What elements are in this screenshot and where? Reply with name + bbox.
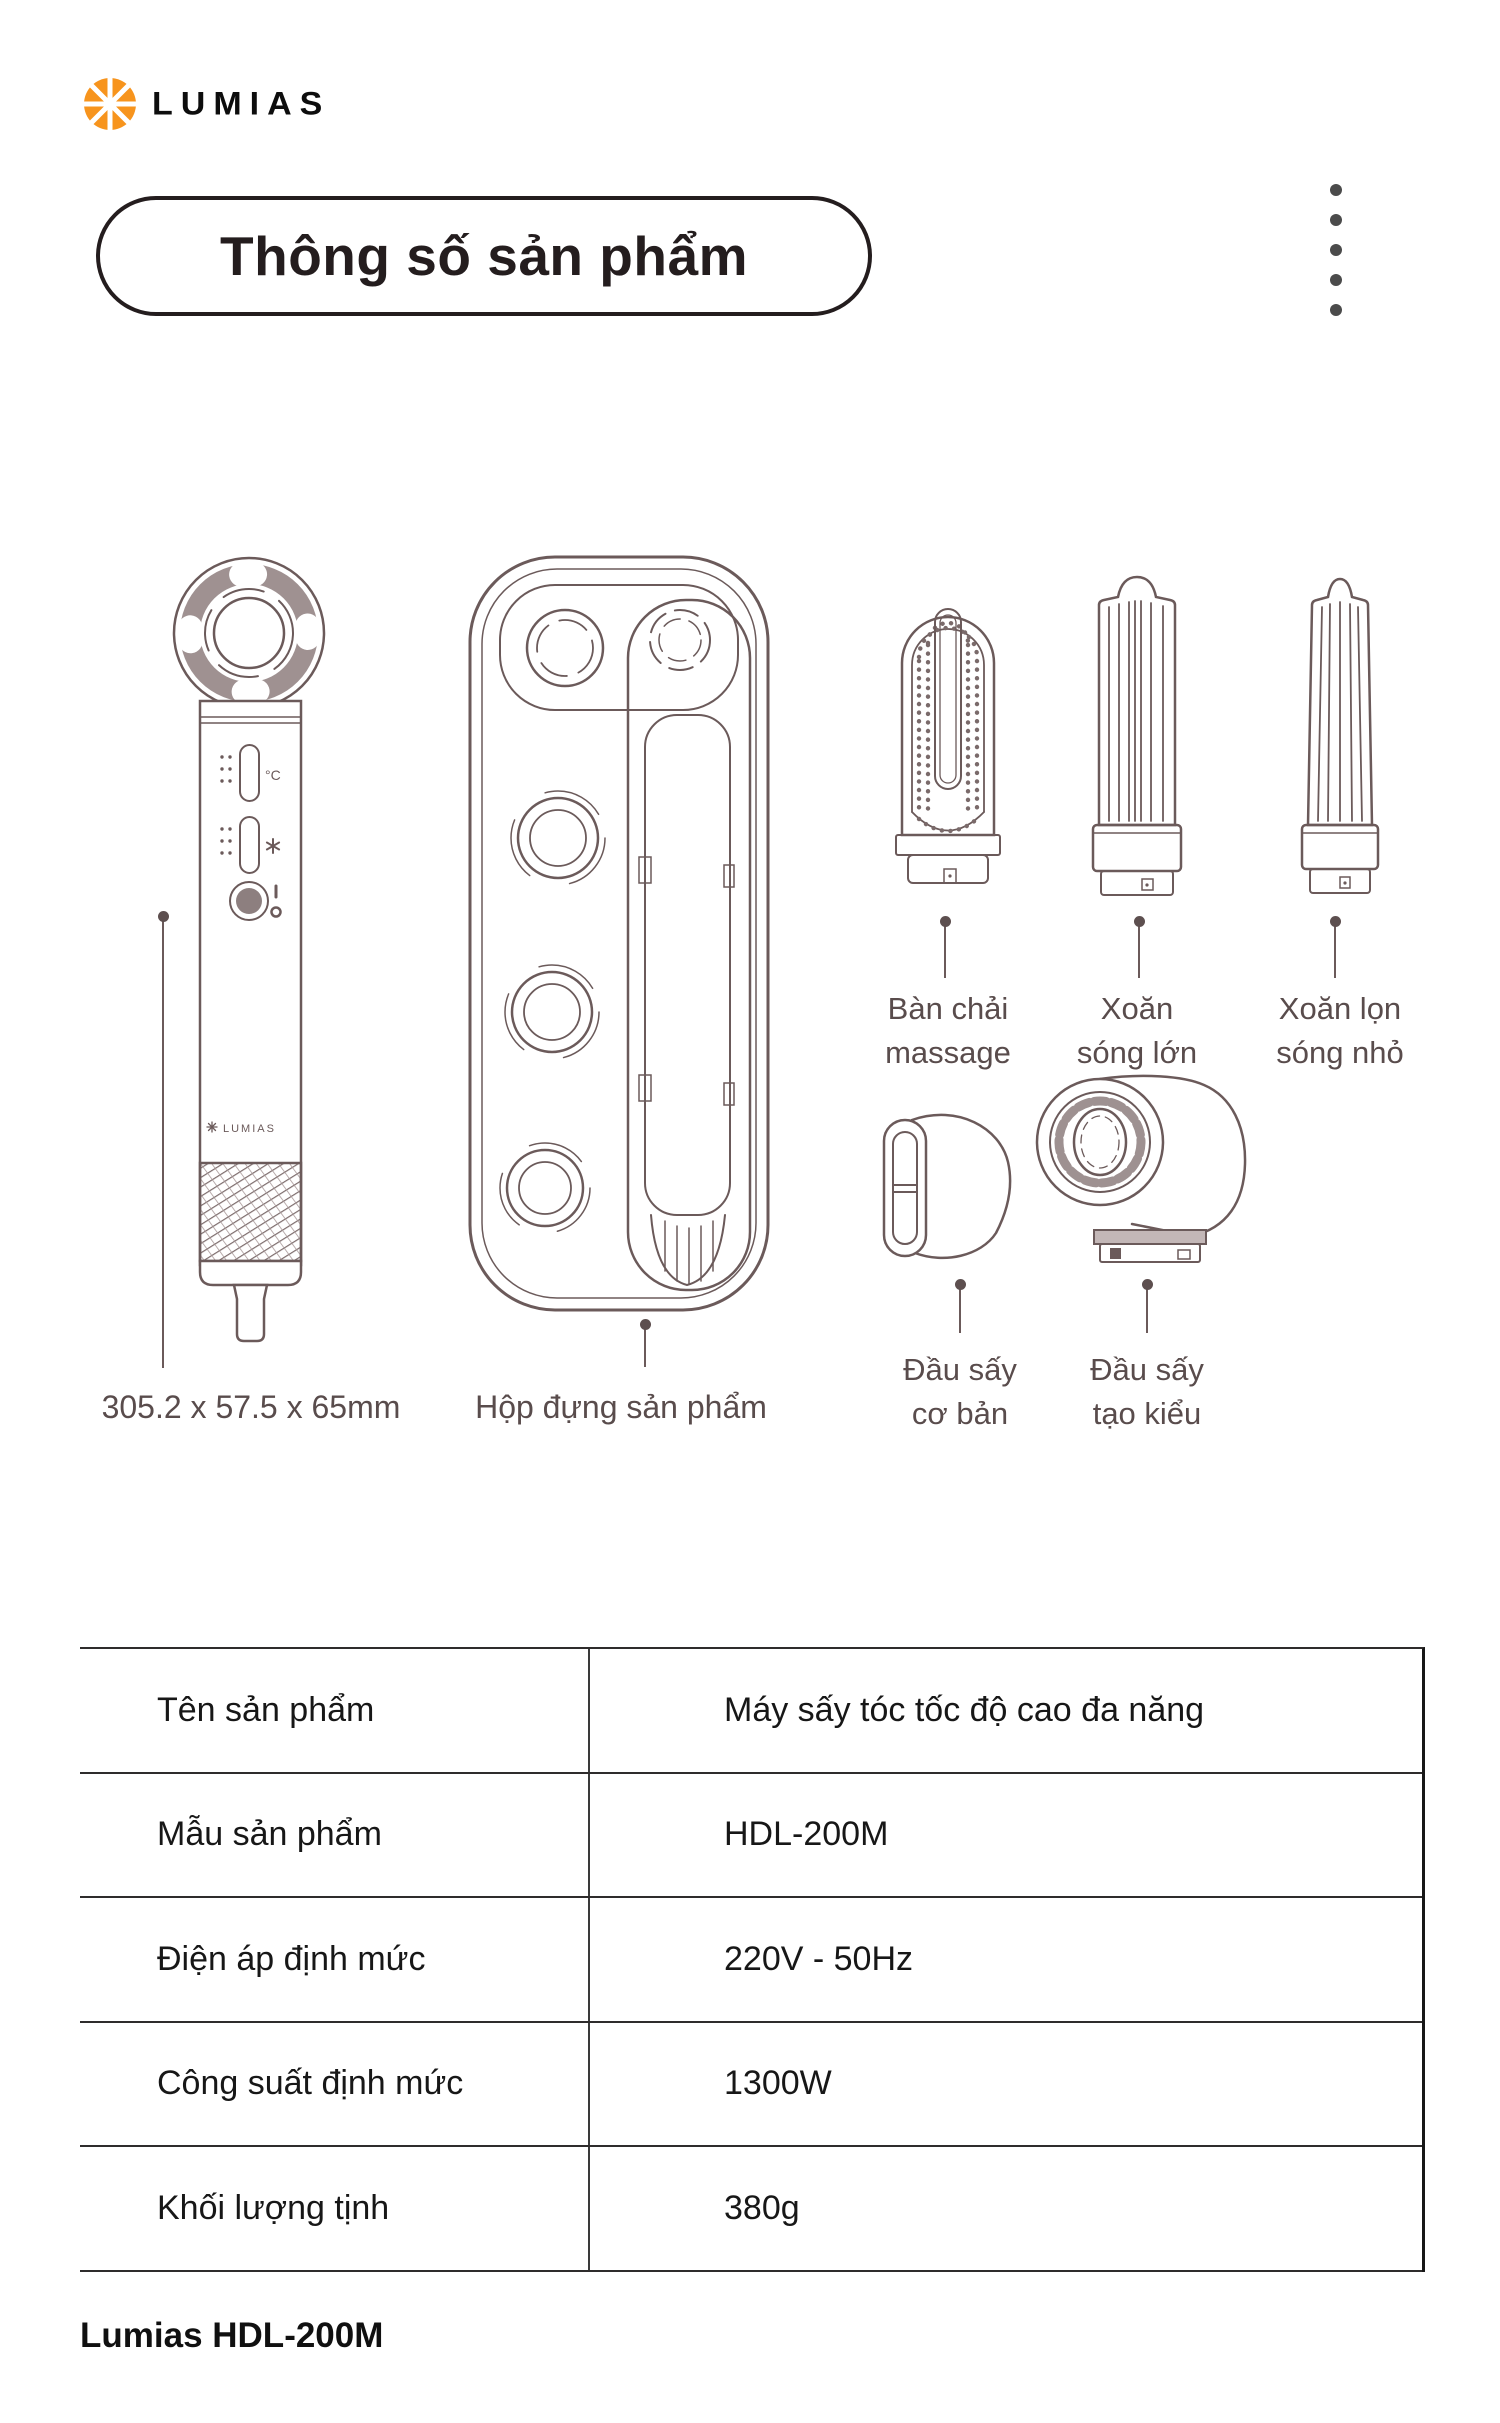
spec-label: Mẫu sản phẩm [80,1774,590,1897]
spec-label: Công suất định mức [80,2023,590,2146]
page-title-text: Thông số sản phẩm [220,225,748,287]
spec-label: Điện áp định mức [80,1898,590,2021]
leader-case [644,1329,646,1367]
decor-dot [1330,274,1342,286]
decor-dot [1330,244,1342,256]
styling-nozzle-drawing [1032,1072,1252,1272]
page-title [96,196,872,316]
spec-label: Khối lượng tịnh [80,2147,590,2270]
leader-massage-brush [944,926,946,978]
basic-nozzle-label: Đầu sấy cơ bản [903,1352,1017,1431]
case-label: Hộp đựng sản phẩm [475,1389,767,1425]
case-dryer-slot [639,715,734,1285]
decor-dot [1330,304,1342,316]
lumias-flower-icon [83,77,137,131]
basic-nozzle-drawing [868,1092,1018,1272]
spec-table [80,1647,1425,2272]
table-row [80,2023,1422,2148]
table-row [80,1898,1422,2023]
spec-value: Máy sấy tóc tốc độ cao đa năng [724,1690,1205,1729]
spec-value: 380g [724,2188,800,2227]
table-row [80,2147,1422,2272]
spec-value: 1300W [724,2064,832,2103]
large-curler-label: Xoăn sóng lớn [1076,991,1198,1070]
leader-small-curler [1334,926,1336,978]
footer-model-text: Lumias HDL-200M [80,2316,384,2355]
massage-brush-label: Bàn chải massage [885,991,1011,1070]
spec-value: HDL-200M [724,1815,889,1854]
leader-styling-nozzle [1146,1289,1148,1333]
brand-logo [83,77,330,131]
svg-text:LUMIAS: LUMIAS [223,1123,276,1135]
storage-case-drawing [455,545,785,1375]
dryer-head [174,558,324,708]
dryer-dimensions-label: 305.2 x 57.5 x 65mm [101,1389,401,1425]
small-curler-label: Xoăn lọn sóng nhỏ [1276,991,1404,1070]
leader-basic-nozzle [959,1289,961,1333]
dryer-grip [200,1163,301,1285]
table-row [80,1774,1422,1899]
temp-unit-label: °C [265,767,281,783]
spec-value: 220V - 50Hz [724,1939,913,1978]
decor-dot [1330,214,1342,226]
large-wave-curler-drawing [1078,557,1198,902]
spec-label: Tên sản phẩm [80,1649,590,1772]
massage-brush-drawing [888,557,1012,902]
decor-dot [1330,184,1342,196]
styling-nozzle-clip [1094,1230,1206,1262]
leader-dryer-dimensions [162,921,164,1368]
case-recess-rings [500,791,605,1233]
styling-nozzle-label: Đầu sấy tạo kiểu [1090,1352,1204,1431]
cord-stub [234,1285,267,1341]
decor-dots [1330,184,1342,316]
table-row [80,1649,1422,1774]
brand-logo-text: LUMIAS [152,85,331,122]
small-wave-curler-drawing [1282,557,1398,902]
hair-dryer-drawing [140,545,440,1375]
leader-large-curler [1138,926,1140,978]
